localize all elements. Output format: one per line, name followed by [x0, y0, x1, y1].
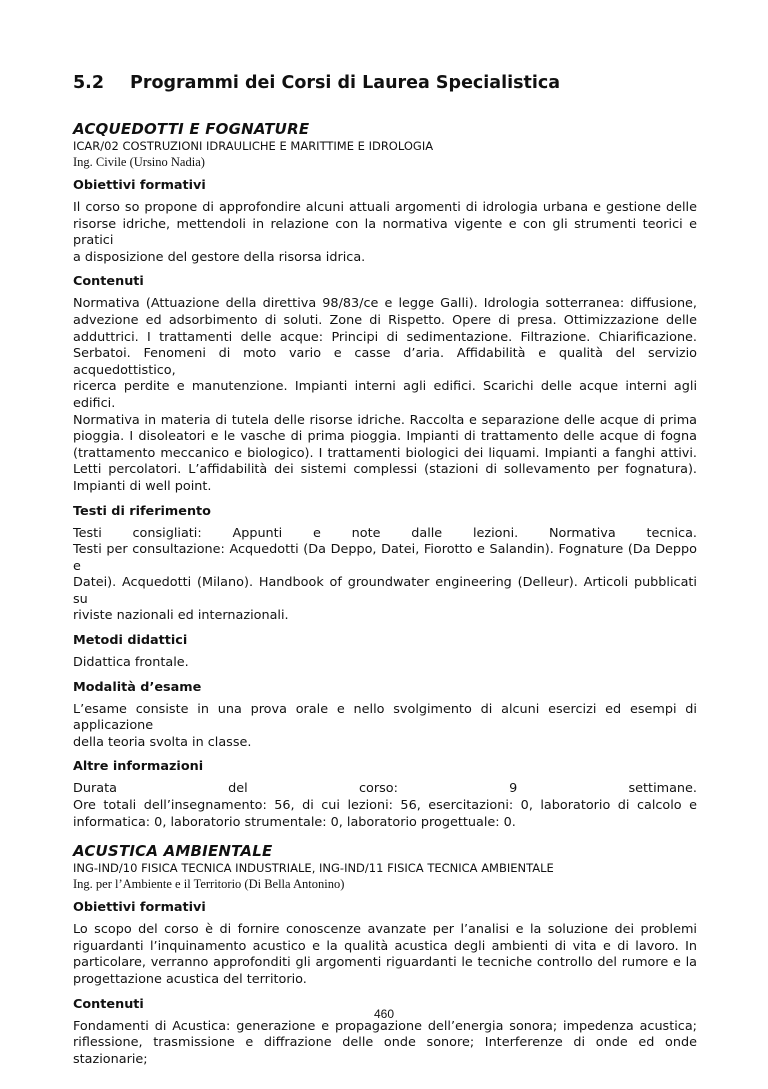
text-line: particolare, verranno approfonditi gli argomenti riguardanti le tecniche controllo del rumore e la — [73, 955, 697, 971]
text-line: Impianti di well point. — [73, 478, 212, 494]
subsection-heading: Contenuti — [73, 274, 144, 290]
text-line: (trattamento meccanico e biologico). I trattamenti biologici dei liquami. Impianti a fanghi attivi. — [73, 445, 697, 461]
section-title: Programmi dei Corsi di Laurea Specialistica — [130, 73, 561, 93]
course-list — [73, 120, 697, 1075]
text-line: ricerca perdite e manutenzione. Impianti interni agli edifici. Scarichi delle acque interni agli edifici. — [73, 379, 697, 411]
course-entry — [73, 842, 697, 1068]
paragraph — [73, 702, 697, 752]
text-line: Fondamenti di Acustica: generazione e propagazione dell’energia sonora; impedenza acustica; — [73, 1018, 697, 1034]
text-line: progettazione acustica del territorio. — [73, 972, 307, 987]
paragraph — [73, 200, 697, 266]
course-teacher: Ing. Civile (Ursino Nadia) — [73, 155, 205, 169]
course-title: ACUSTICA AMBIENTALE — [73, 842, 273, 861]
text-line: advezione ed adsorbimento di soluti. Zone di Rispetto. Opere di presa. Ottimizzazione delle — [73, 312, 697, 328]
text-line: Testi per consultazione: Acquedotti (Da Deppo, Datei, Fiorotto e Salandin). Fognature (Da Deppo e — [73, 542, 697, 574]
paragraph — [73, 526, 697, 626]
subsection-heading: Obiettivi formativi — [73, 900, 206, 916]
text-line: Lo scopo del corso è di fornire conoscenze avanzate per l’analisi e la soluzione dei problemi — [73, 922, 697, 938]
subsection-heading: Modalità d’esame — [73, 679, 202, 695]
paragraph — [73, 296, 697, 495]
text-line: risorse idriche, mettendoli in relazione con la normativa vigente e con gli strumenti teorici e pratici — [73, 216, 697, 249]
text-line: della teoria svolta in classe. — [73, 734, 252, 750]
text-line: Il corso so propone di approfondire alcuni attuali argomenti di idrologia urbana e gestione delle — [73, 200, 697, 215]
paragraph — [73, 655, 697, 672]
text-line: Ore totali dell’insegnamento: 56, di cui lezioni: 56, esercitazioni: 0, laboratorio di calcolo e — [73, 798, 697, 814]
text-line: riflessione, trasmissione e diffrazione delle onde sonore; Interferenze di onde ed onde stazionarie; — [73, 1035, 697, 1067]
text-line: L’esame consiste in una prova orale e nello svolgimento di alcuni esercizi ed esempi di applicazione — [73, 701, 697, 734]
text-line: Durata del corso: 9 settimane. — [73, 781, 697, 797]
text-line: Didattica frontale. — [73, 655, 189, 671]
text-line: Datei). Acquedotti (Milano). Handbook of groundwater engineering (Delleur). Articoli pubblicati su — [73, 575, 697, 607]
section-number: 5.2 — [73, 73, 105, 93]
paragraph — [73, 1019, 697, 1069]
page-number: 460 — [373, 1007, 395, 1021]
text-line: Letti percolatori. L’affidabilità dei sistemi complessi (stazioni di sollevamento per fognatura). — [73, 462, 697, 478]
course-ssd: ICAR/02 COSTRUZIONI IDRAULICHE E MARITTIME E IDROLOGIA — [73, 139, 434, 153]
text-line: informatica: 0, laboratorio strumentale: 0, laboratorio progettuale: 0. — [73, 814, 516, 830]
course-entry — [73, 120, 697, 842]
text-line: pioggia. I disoleatori e le vasche di prima pioggia. Impianti di trattamento delle acque di fogna — [73, 429, 697, 445]
subsection-heading: Testi di riferimento — [73, 503, 211, 519]
text-line: a disposizione del gestore della risorsa idrica. — [73, 249, 366, 265]
text-line: adduttrici. I trattamenti delle acque: Principi di sedimentazione. Filtrazione. Chiarificazione. — [73, 329, 697, 345]
paragraph — [73, 922, 697, 988]
course-ssd: ING-IND/10 FISICA TECNICA INDUSTRIALE, ING-IND/11 FISICA TECNICA AMBIENTALE — [73, 861, 554, 876]
subsection-heading: Obiettivi formativi — [73, 178, 206, 193]
subsection-heading: Contenuti — [73, 996, 144, 1012]
course-title: ACQUEDOTTI E FOGNATURE — [73, 120, 310, 138]
course-teacher: Ing. per l’Ambiente e il Territorio (Di Bella Antonino) — [73, 877, 345, 892]
text-line: riviste nazionali ed internazionali. — [73, 608, 289, 624]
subsection-heading: Metodi didattici — [73, 633, 188, 649]
text-line: riguardanti l’inquinamento acustico e la qualità acustica degli ambienti di vita e di lavoro. In — [73, 938, 697, 954]
subsection-heading: Altre informazioni — [73, 759, 204, 775]
text-line: Testi consigliati: Appunti e note dalle lezioni. Normativa tecnica. — [73, 525, 697, 541]
text-line: Normativa in materia di tutela delle risorse idriche. Raccolta e separazione delle acque di prima — [73, 412, 697, 428]
paragraph — [73, 781, 697, 831]
text-line: Normativa (Attuazione della direttiva 98/83/ce e legge Galli). Idrologia sotterranea: diffusione, — [73, 296, 697, 312]
section-heading — [73, 73, 560, 93]
text-line: Serbatoi. Fenomeni di moto vario e casse d’aria. Affidabilità e qualità del servizio acquedottistico, — [73, 346, 697, 378]
